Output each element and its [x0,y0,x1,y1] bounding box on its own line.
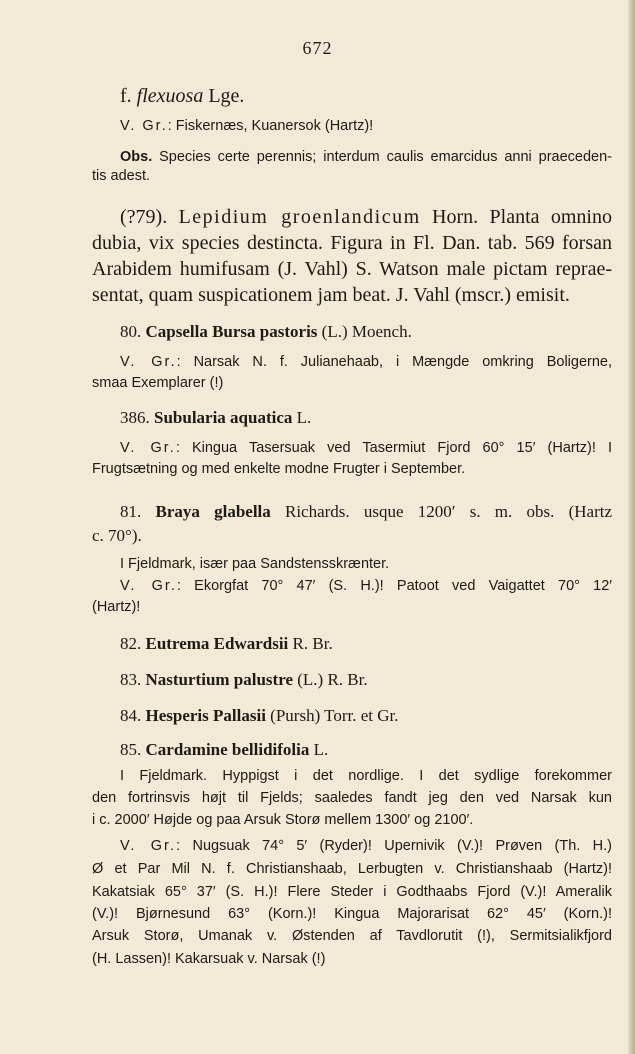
text-run: (Pursh) Torr. et Gr. [265,706,399,725]
species-name: Cardamine bellidifolia [145,740,310,759]
species-heading [120,670,612,690]
locality-line-cont: Kakatsiak 65° 37′ (S. H.)! Flere Steder i Godthaabs Fjord (V.)! Ameralik [92,884,612,900]
species-number: (?79). [120,206,179,228]
species-heading [120,634,612,654]
text-run: : Narsak N. f. Julianehaab, i Mængde omkring Boligerne, [176,354,612,370]
locality-line [120,354,612,370]
species-heading [120,706,612,726]
species-number: 80. [120,322,146,341]
habitat-line: I Fjeldmark, især paa Sandstensskrænter. [120,556,390,572]
text-run: f. [120,85,137,107]
text-run: Species certe perennis; interdum caulis emarcidus anni praeceden- [152,149,612,165]
text-run: : Fiskernæs, Kuanersok (Hartz)! [167,118,374,134]
obs-line [120,149,612,165]
paragraph-line: I Fjeldmark. Hyppigst i det nordlige. I det sydlige forekommer [120,768,612,784]
species-heading [120,322,612,342]
region-label: V. Gr. [120,578,177,594]
text-run: L. [309,740,329,759]
species-name: Braya glabella [155,502,271,521]
page-number: 672 [302,38,333,58]
locality-line [120,118,612,134]
form-heading [120,85,612,108]
paragraph-line: den fortrinsvis højt til Fjelds; saaledes fandt jeg den ved Narsak kun [92,790,612,806]
species-heading [120,206,612,229]
species-name: Hesperis Pallasii [145,706,266,725]
obs-label: Obs. [120,149,153,165]
text-run: : Nugsuak 74° 5′ (Ryder)! Upernivik (V.)! Prøven (Th. H.) [176,838,613,854]
species-name: Capsella Bursa pastoris [145,322,318,341]
species-number: 81. [120,502,156,521]
species-name: Nasturtium palustre [145,670,293,689]
species-name: Lepidium groenlandicum [178,206,421,228]
text-run: : Ekorgfat 70° 47′ (S. H.)! Patoot ved Vaigattet 70° 12′ [176,578,612,594]
species-number: 386. [120,408,154,427]
species-number: 83. [120,670,146,689]
locality-line-cont: Arsuk Storø, Umanak v. Østenden af Tavdlorutit (!), Sermitsialikfjord [92,928,612,944]
locality-line-cont: (Hartz)! [92,599,141,615]
text-run: R. Br. [288,634,333,653]
paragraph-line: sentat, quam suspicationem jam beat. J. Vahl (mscr.) emisit. [92,284,570,306]
region-label: V. Gr. [120,118,168,134]
page-edge [628,0,635,1054]
species-number: 85. [120,740,146,759]
locality-line [120,578,612,594]
species-heading [120,408,612,428]
text-run: : Kingua Tasersuak ved Tasermiut Fjord 60° 15′ (Hartz)! I [175,440,612,456]
text-run: Richards. usque 1200′ s. m. obs. (Hartz [270,502,612,521]
locality-line-cont: (V.)! Bjørnesund 63° (Korn.)! Kingua Majorarisat 62° 45′ (Korn.)! [92,906,612,922]
species-name: Eutrema Edwardsii [145,634,289,653]
region-label: V. Gr. [120,440,176,456]
locality-line-cont: (H. Lassen)! Kakarsuak v. Narsak (!) [92,951,326,967]
species-number: 82. [120,634,146,653]
paragraph-line: Arabidem humifusam (J. Vahl) S. Watson male pictam reprae- [92,258,612,280]
species-heading-cont: c. 70°). [92,526,142,545]
obs-line-cont: tis adest. [92,168,151,184]
text-run: Lge. [203,85,245,107]
species-heading [120,502,612,522]
text-run: L. [292,408,312,427]
locality-line-cont: smaa Exemplarer (!) [92,375,224,391]
species-name: Subularia aquatica [154,408,293,427]
text-run: (L.) Moench. [317,322,412,341]
paragraph-line: i c. 2000′ Højde og paa Arsuk Storø mellem 1300′ og 2100′. [92,812,474,828]
text-run: Horn. Planta omnino [420,206,612,228]
paragraph-line: dubia, vix species destincta. Figura in Fl. Dan. tab. 569 forsan [92,232,612,254]
locality-line [120,838,612,854]
locality-line-cont: Frugtsætning og med enkelte modne Frugter i September. [92,461,466,477]
region-label: V. Gr. [120,838,177,854]
species-heading [120,740,612,760]
locality-line [120,440,612,456]
region-label: V. Gr. [120,354,177,370]
text-run: (L.) R. Br. [293,670,368,689]
locality-line-cont: Ø et Par Mil N. f. Christianshaab, Lerbugten v. Christianshaab (Hartz)! [92,861,612,877]
taxon-name: flexuosa [136,85,204,107]
species-number: 84. [120,706,146,725]
